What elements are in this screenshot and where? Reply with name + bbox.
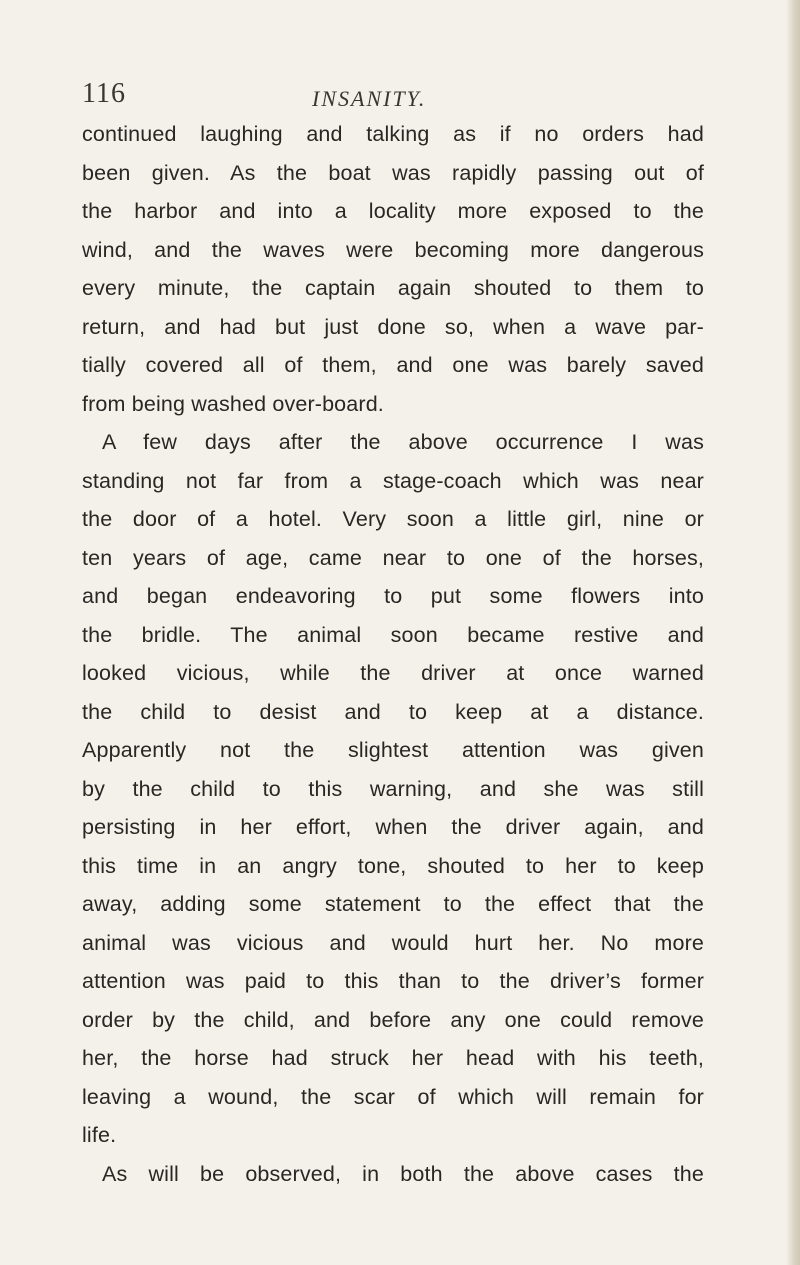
running-head: INSANITY. — [312, 86, 427, 111]
text-line: Apparently not the slightest attention was given — [82, 738, 704, 762]
text-line: been given. As the boat was rapidly passing out of — [82, 160, 704, 185]
text-line: leaving a wound, the scar of which will remain for — [82, 1084, 704, 1109]
text-line: standing not far from a stage-coach which was near — [82, 468, 704, 493]
page-edge-shadow — [786, 0, 800, 1265]
text-line: animal was vicious and would hurt her. No more — [82, 930, 704, 955]
text-line: attention was paid to this than to the driver’s former — [82, 969, 704, 993]
text-line: away, adding some statement to the effect that the — [82, 892, 704, 916]
text-line: continued laughing and talking as if no orders had — [82, 122, 704, 146]
page-number: 116 — [82, 78, 126, 109]
text-line: the child to desist and to keep at a distance. — [82, 699, 704, 724]
text-line: wind, and the waves were becoming more dangerous — [82, 237, 704, 262]
text-line: ten years of age, came near to one of the horses, — [82, 545, 704, 570]
text-line: her, the horse had struck her head with his teeth, — [82, 1046, 704, 1070]
text-line: life. — [82, 1123, 117, 1147]
text-line: the door of a hotel. Very soon a little girl, nine or — [82, 507, 704, 531]
text-line: A few days after the above occurrence I was — [102, 430, 704, 454]
text-line: tially covered all of them, and one was barely saved — [82, 353, 704, 377]
text-line: persisting in her effort, when the driver again, and — [82, 815, 704, 839]
text-line: and began endeavoring to put some flowers into — [82, 584, 704, 608]
text-line: from being washed over-board. — [82, 391, 384, 416]
text-line: this time in an angry tone, shouted to her to keep — [82, 853, 704, 878]
text-line: every minute, the captain again shouted to them to — [82, 276, 704, 300]
text-line: the bridle. The animal soon became restive and — [82, 622, 704, 647]
text-line: As will be observed, in both the above cases the — [102, 1161, 704, 1186]
text-line: the harbor and into a locality more exposed to the — [82, 199, 704, 223]
text-line: return, and had but just done so, when a wave par- — [82, 314, 704, 339]
text-line: order by the child, and before any one could remove — [82, 1007, 704, 1032]
text-line: by the child to this warning, and she was still — [82, 776, 704, 801]
text-line: looked vicious, while the driver at once warned — [82, 661, 704, 685]
body-text — [82, 115, 704, 1193]
page-header — [82, 78, 702, 118]
